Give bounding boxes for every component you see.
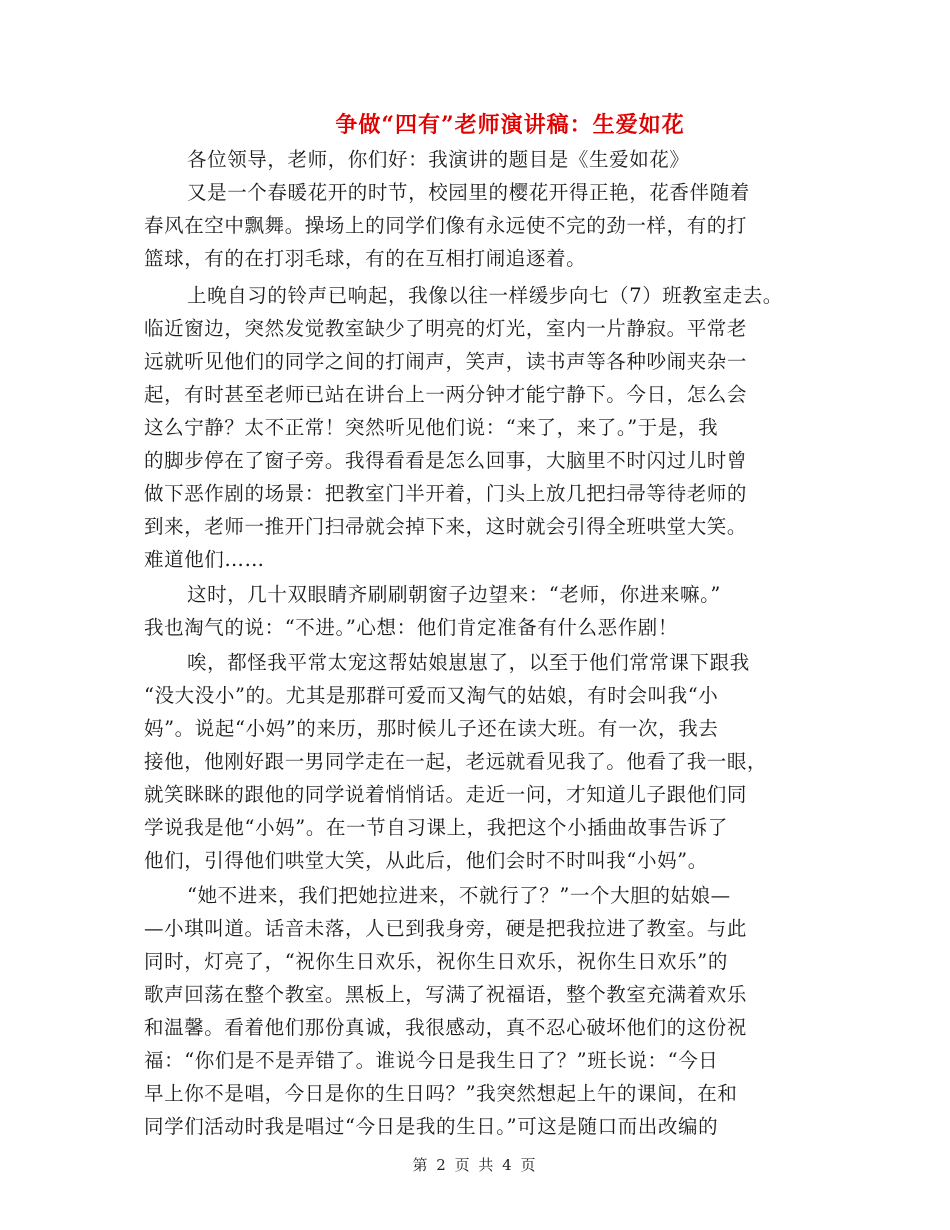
body-line: 远就听见他们的同学之间的打闹声，笑声，读书声等各种吵闹夹杂一 (144, 350, 748, 373)
body-line: 学说我是他“小妈”。在一节自习课上，我把这个小插曲故事告诉了 (144, 816, 728, 839)
body-line: 同时，灯亮了，“祝你生日欢乐，祝你生日欢乐，祝你生日欢乐”的 (144, 950, 728, 973)
body-line: 和温馨。看着他们那份真诚，我很感动，真不忍心破坏他们的这份祝 (144, 1016, 748, 1039)
body-line: 这么宁静？太不正常！突然听见他们说：“来了，来了。”于是，我 (144, 416, 719, 439)
body-line: 同学们活动时我是唱过“今日是我的生日。”可这是随口而出改编的 (144, 1115, 719, 1138)
body-line: 就笑眯眯的跟他的同学说着悄悄话。走近一问，才知道儿子跟他们同 (144, 783, 748, 806)
body-line: 妈”。说起“小妈”的来历，那时候儿子还在读大班。有一次，我去 (144, 717, 719, 740)
body-line: 早上你不是唱，今日是你的生日吗？”我突然想起上午的课间，在和 (144, 1082, 738, 1105)
body-line: 到来，老师一推开门扫帚就会掉下来，这时就会引得全班哄堂大笑。 (144, 515, 748, 538)
body-line: 福：“你们是不是弄错了。谁说今日是我生日了？”班长说：“今日 (144, 1049, 719, 1072)
body-line: 做下恶作剧的场景：把教室门半开着，门头上放几把扫帚等待老师的 (144, 482, 748, 505)
body-line: “没大没小”的。尤其是那群可爱而又淘气的姑娘，有时会叫我“小 (144, 684, 719, 707)
body-line: “她不进来，我们把她拉进来，不就行了？”一个大胆的姑娘— (187, 884, 731, 907)
body-line: 接他，他刚好跟一男同学走在一起，老远就看见我了。他看了我一眼， (144, 750, 768, 773)
body-line: 他们，引得他们哄堂大笑，从此后，他们会时不时叫我“小妈”。 (144, 849, 708, 872)
page-number-footer: 第 2 页 共 4 页 (412, 1156, 538, 1174)
body-line: 春风在空中飘舞。操场上的同学们像有永远使不完的劲一样，有的打 (144, 214, 748, 237)
body-line: 歌声回荡在整个教室。黑板上，写满了祝福语，整个教室充满着欢乐 (144, 983, 748, 1006)
document-title: 争做“四有”老师演讲稿：生爱如花 (335, 112, 685, 138)
body-line: 这时，几十双眼睛齐刷刷朝窗子边望来：“老师，你进来嘛。” (187, 583, 721, 606)
body-line: 难道他们…… (144, 548, 265, 571)
body-line: 的脚步停在了窗子旁。我得看看是怎么回事，大脑里不时闪过儿时曾 (144, 449, 748, 472)
body-line: 我也淘气的说：“不进。”心想：他们肯定准备有什么恶作剧！ (144, 616, 678, 639)
body-line: 起，有时甚至老师已站在讲台上一两分钟才能宁静下。今日，怎么会 (144, 383, 748, 406)
body-line: 临近窗边，突然发觉教室缺少了明亮的灯光，室内一片静寂。平常老 (144, 317, 748, 340)
body-line: 唉，都怪我平常太宠这帮姑娘崽崽了，以至于他们常常课下跟我 (187, 651, 750, 674)
body-line: —小琪叫道。话音未落，人已到我身旁，硬是把我拉进了教室。与此 (144, 917, 748, 940)
body-line: 各位领导，老师，你们好：我演讲的题目是《生爱如花》 (187, 148, 690, 171)
body-line: 上晚自习的铃声已响起，我像以往一样缓步向七（7）班教室走去。 (187, 284, 783, 307)
body-line: 又是一个春暖花开的时节，校园里的樱花开得正艳，花香伴随着 (187, 181, 750, 204)
body-line: 篮球，有的在打羽毛球，有的在互相打闹追逐着。 (144, 247, 587, 270)
